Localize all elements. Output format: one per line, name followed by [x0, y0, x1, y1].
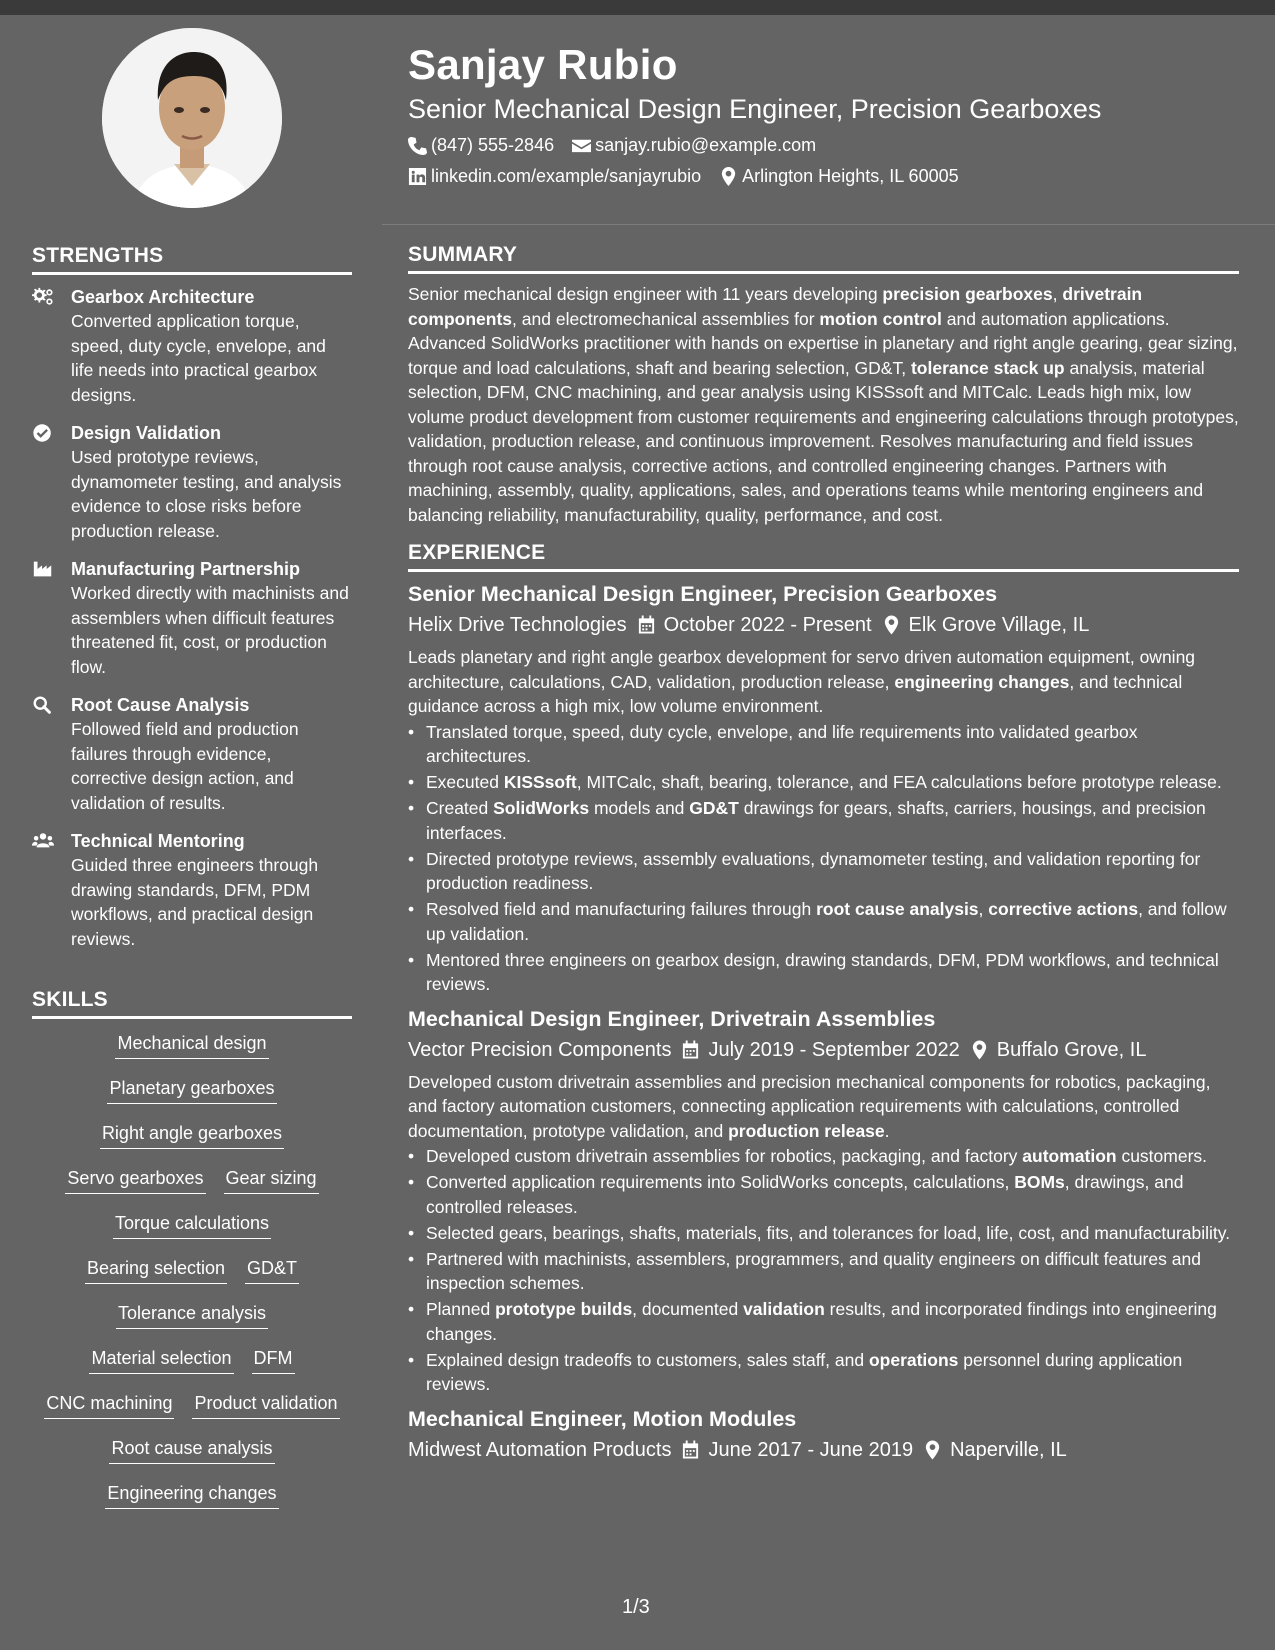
text-run: Mentored three engineers on gearbox design, drawing standards, DFM, PDM workflows, and technical reviews. [426, 949, 1219, 994]
strengths-heading: STRENGTHS [32, 244, 352, 275]
strength-description: Followed field and production failures through evidence, corrective design action, and validation of results. [71, 719, 299, 813]
job-meta [408, 1436, 1239, 1464]
text-run: Created [426, 798, 494, 818]
strength-item [32, 557, 352, 679]
skill-row [32, 1121, 352, 1166]
text-run: , and technical guidance across a high mix, low volume environment. [408, 671, 1183, 716]
portrait-image [102, 28, 282, 208]
bullet-item [408, 1221, 1239, 1246]
dates-text: July 2019 - September 2022 [708, 1038, 960, 1061]
strength-name: Gearbox Architecture [71, 287, 255, 307]
emphasis-text: operations [868, 1349, 959, 1370]
strength-item [32, 285, 352, 407]
skills-section [32, 988, 352, 1526]
main-column [408, 243, 1239, 1464]
calendar-icon [681, 1040, 700, 1060]
check-circle-icon [32, 423, 56, 443]
text-run: , [978, 899, 989, 919]
emphasis-text: corrective actions [988, 899, 1139, 919]
emphasis-text: KISSsoft [503, 772, 577, 792]
job-summary [408, 645, 1239, 719]
text-run: customers. [1116, 1146, 1208, 1166]
email-contact[interactable] [572, 133, 816, 157]
map-pin-icon [970, 1040, 989, 1060]
skill-tag: Engineering changes [105, 1481, 278, 1509]
map-pin-icon [719, 167, 738, 186]
linkedin-contact[interactable] [408, 164, 701, 188]
job-meta [408, 1036, 1239, 1064]
bullet-item [408, 796, 1239, 845]
strength-item [32, 829, 352, 951]
job-title: Senior Mechanical Design Engineer, Precision Gearboxes [408, 582, 998, 606]
skill-tag: Product validation [192, 1391, 339, 1419]
skill-row [32, 1166, 352, 1211]
text-run: Developed custom drivetrain assemblies and precision mechanical components for robotics, packaging, and factory automation customers, connecting application requirements with calculations, controlled documentation, prototype validation, and [408, 1071, 1211, 1141]
users-icon [32, 831, 56, 851]
text-run: Selected gears, bearings, shafts, materials, fits, and tolerances for load, life, cost, and manufacturability. [426, 1222, 1231, 1243]
text-run: Executed [426, 772, 504, 792]
skill-tag: Material selection [89, 1346, 233, 1374]
phone-contact [408, 133, 554, 157]
page-number: 1/3 [622, 1596, 650, 1618]
experience-list [408, 580, 1239, 1464]
bullet-item [408, 1348, 1239, 1397]
text-run: Senior mechanical design engineer with 11 years developing [408, 284, 883, 304]
job-dates [681, 1436, 913, 1464]
text-run: , drawings, and controlled releases. [426, 1172, 1184, 1217]
emphasis-text: production release [728, 1120, 885, 1141]
skill-tag: Bearing selection [85, 1256, 227, 1284]
skills-list [32, 1031, 352, 1526]
bullet-item [408, 948, 1239, 997]
job-title: Mechanical Engineer, Motion Modules [408, 1406, 797, 1431]
dates-text: October 2022 - Present [663, 614, 872, 636]
text-run: . [884, 1120, 890, 1141]
email-text[interactable]: sanjay.rubio@example.com [595, 135, 817, 155]
emphasis-text: tolerance stack up [910, 357, 1065, 378]
bullet-item [408, 1247, 1239, 1296]
map-pin-icon [882, 615, 901, 635]
job-entry [408, 1005, 1239, 1397]
emphasis-text: precision gearboxes [882, 284, 1053, 304]
skill-row [32, 1256, 352, 1301]
skill-tag: Mechanical design [115, 1031, 268, 1059]
job-dates [637, 611, 872, 639]
experience-heading: EXPERIENCE [408, 541, 1239, 572]
text-run: Translated torque, speed, duty cycle, envelope, and life requirements into validated gearbox architectures. [426, 721, 1138, 766]
skill-tag: CNC machining [44, 1391, 174, 1419]
job-dates [681, 1036, 959, 1064]
strength-description: Worked directly with machinists and assemblers when difficult features threatened fit, cost, or production flow. [71, 583, 349, 677]
location-text: Elk Grove Village, IL [908, 614, 1090, 636]
skill-tag: GD&T [245, 1256, 299, 1284]
summary-paragraph [408, 282, 1239, 527]
emphasis-text: root cause analysis [816, 899, 979, 919]
job-location [882, 611, 1090, 639]
location-contact [719, 164, 958, 188]
industry-icon [32, 559, 56, 579]
skill-tag: Right angle gearboxes [100, 1121, 284, 1149]
strength-name: Root Cause Analysis [71, 695, 250, 715]
skill-tag: Servo gearboxes [65, 1166, 205, 1194]
bullet-item [408, 1297, 1239, 1346]
phone-icon [408, 136, 427, 155]
skill-row [32, 1391, 352, 1436]
top-bar [0, 0, 1275, 15]
emphasis-text: prototype builds [495, 1299, 633, 1319]
skill-row [32, 1481, 352, 1526]
strength-name: Manufacturing Partnership [71, 559, 301, 579]
bullet-item [408, 1144, 1239, 1169]
job-entry [408, 580, 1239, 997]
candidate-name: Sanjay Rubio [408, 41, 678, 88]
text-run: Directed prototype reviews, assembly evaluations, dynamometer testing, and validation reporting for production readiness. [426, 848, 1201, 893]
strength-description: Converted application torque, speed, duty cycle, envelope, and life needs into practical gearbox designs. [71, 311, 326, 405]
job-bullets [408, 720, 1239, 997]
text-run: and automation applications. Advanced SolidWorks practitioner with hands on expertise in planetary and right angle gearing, gear sizing, torque and load calculations, shaft and bearing selection, GD&T, [408, 308, 1238, 378]
text-run: Planned [426, 1299, 496, 1319]
company-name: Helix Drive Technologies [408, 614, 627, 636]
company-name: Midwest Automation Products [408, 1438, 672, 1461]
location-text: Arlington Heights, IL 60005 [742, 166, 959, 186]
linkedin-text[interactable]: linkedin.com/example/sanjayrubio [431, 166, 702, 186]
text-run: results, and incorporated findings into engineering changes. [426, 1299, 1217, 1344]
skill-row [32, 1031, 352, 1076]
resume-header [408, 40, 1238, 188]
contact-row [408, 164, 1238, 188]
job-location [970, 1036, 1147, 1064]
strengths-section [32, 244, 352, 965]
skill-tag: Torque calculations [113, 1211, 271, 1239]
gears-icon [32, 287, 56, 307]
job-bullets [408, 1144, 1239, 1397]
text-run: analysis, material selection, DFM, CNC machining, and gear analysis using KISSsoft and MITCalc. Leads high mix, low volume product development from customer requirements and engineering calculations through prototypes, validation, production release, and continuous improvement. Resolves manufacturing and field issues through root cause analysis, corrective actions, and controlled engineering changes. Partners with machining, assembly, quality, applications, sales, and operations teams while mentoring engineers and balancing reliability, manufacturability, quality, performance, and cost. [408, 357, 1239, 525]
bullet-item [408, 897, 1239, 946]
text-run: Resolved field and manufacturing failures through [426, 899, 817, 919]
bullet-item [408, 770, 1239, 795]
calendar-icon [681, 1440, 700, 1460]
text-run: Partnered with machinists, assemblers, programmers, and quality engineers on difficult features and inspection schemes. [426, 1248, 1201, 1293]
skill-tag: Gear sizing [224, 1166, 319, 1194]
text-run: Leads planetary and right angle gearbox development for servo driven automation equipment, owning architecture, calculations, CAD, validation, production release, [408, 647, 1196, 692]
calendar-icon [637, 615, 656, 635]
text-run: Explained design tradeoffs to customers, sales staff, and [426, 1349, 869, 1370]
dates-text: June 2017 - June 2019 [708, 1438, 914, 1461]
skill-tag: Planetary gearboxes [107, 1076, 276, 1104]
strength-name: Design Validation [71, 423, 222, 443]
job-entry [408, 1405, 1239, 1464]
text-run: , and electromechanical assemblies for [512, 308, 820, 329]
location-text: Naperville, IL [950, 1438, 1067, 1461]
location-text: Buffalo Grove, IL [996, 1038, 1147, 1061]
text-run: , documented [632, 1299, 744, 1319]
text-run: Converted application requirements into SolidWorks concepts, calculations, [426, 1172, 1015, 1192]
emphasis-text: drivetrain components [408, 284, 1143, 329]
emphasis-text: GD&T [689, 798, 739, 818]
text-run: Developed custom drivetrain assemblies for robotics, packaging, and factory [426, 1146, 1023, 1166]
bullet-item [408, 1170, 1239, 1219]
skill-row [32, 1301, 352, 1346]
candidate-headline: Senior Mechanical Design Engineer, Precision Gearboxes [408, 94, 1102, 124]
contact-row [408, 133, 1238, 157]
skill-row [32, 1076, 352, 1121]
emphasis-text: engineering changes [894, 671, 1070, 692]
emphasis-text: BOMs [1014, 1172, 1065, 1192]
strength-item [32, 421, 352, 543]
emphasis-text: SolidWorks [493, 798, 590, 818]
text-run: , MITCalc, shaft, bearing, tolerance, and FEA calculations before prototype release. [576, 772, 1222, 792]
company-name: Vector Precision Components [408, 1038, 672, 1061]
bullet-item [408, 720, 1239, 769]
job-summary [408, 1070, 1239, 1144]
strength-item [32, 693, 352, 815]
skills-heading: SKILLS [32, 988, 352, 1019]
text-run: drawings for gears, shafts, carriers, housings, and precision interfaces. [426, 798, 1206, 843]
job-meta [408, 611, 1239, 639]
search-icon [32, 695, 56, 715]
summary-heading: SUMMARY [408, 243, 1239, 274]
text-run: models and [589, 798, 690, 818]
text-run: , [1052, 284, 1063, 304]
map-pin-icon [923, 1440, 942, 1460]
profile-photo [102, 28, 282, 208]
job-title: Mechanical Design Engineer, Drivetrain Assemblies [408, 1006, 936, 1031]
header-divider [382, 224, 1275, 225]
emphasis-text: motion control [819, 308, 942, 329]
skill-row [32, 1436, 352, 1481]
skill-tag: Root cause analysis [109, 1436, 274, 1464]
emphasis-text: automation [1022, 1146, 1117, 1166]
skill-tag: DFM [252, 1346, 295, 1374]
strength-name: Technical Mentoring [71, 831, 245, 851]
emphasis-text: validation [743, 1299, 825, 1319]
text-run: , and follow up validation. [426, 899, 1227, 944]
skill-row [32, 1211, 352, 1256]
linkedin-icon [408, 167, 427, 186]
text-run: personnel during application reviews. [426, 1349, 1183, 1394]
job-location [923, 1436, 1067, 1464]
strength-description: Used prototype reviews, dynamometer testing, and analysis evidence to close risks before production release. [71, 447, 342, 541]
phone-text: (847) 555-2846 [431, 135, 555, 155]
bullet-item [408, 847, 1239, 896]
strength-description: Guided three engineers through drawing standards, DFM, PDM workflows, and practical design reviews. [71, 855, 319, 949]
skill-row [32, 1346, 352, 1391]
skill-tag: Tolerance analysis [116, 1301, 268, 1329]
envelope-icon [572, 136, 591, 155]
